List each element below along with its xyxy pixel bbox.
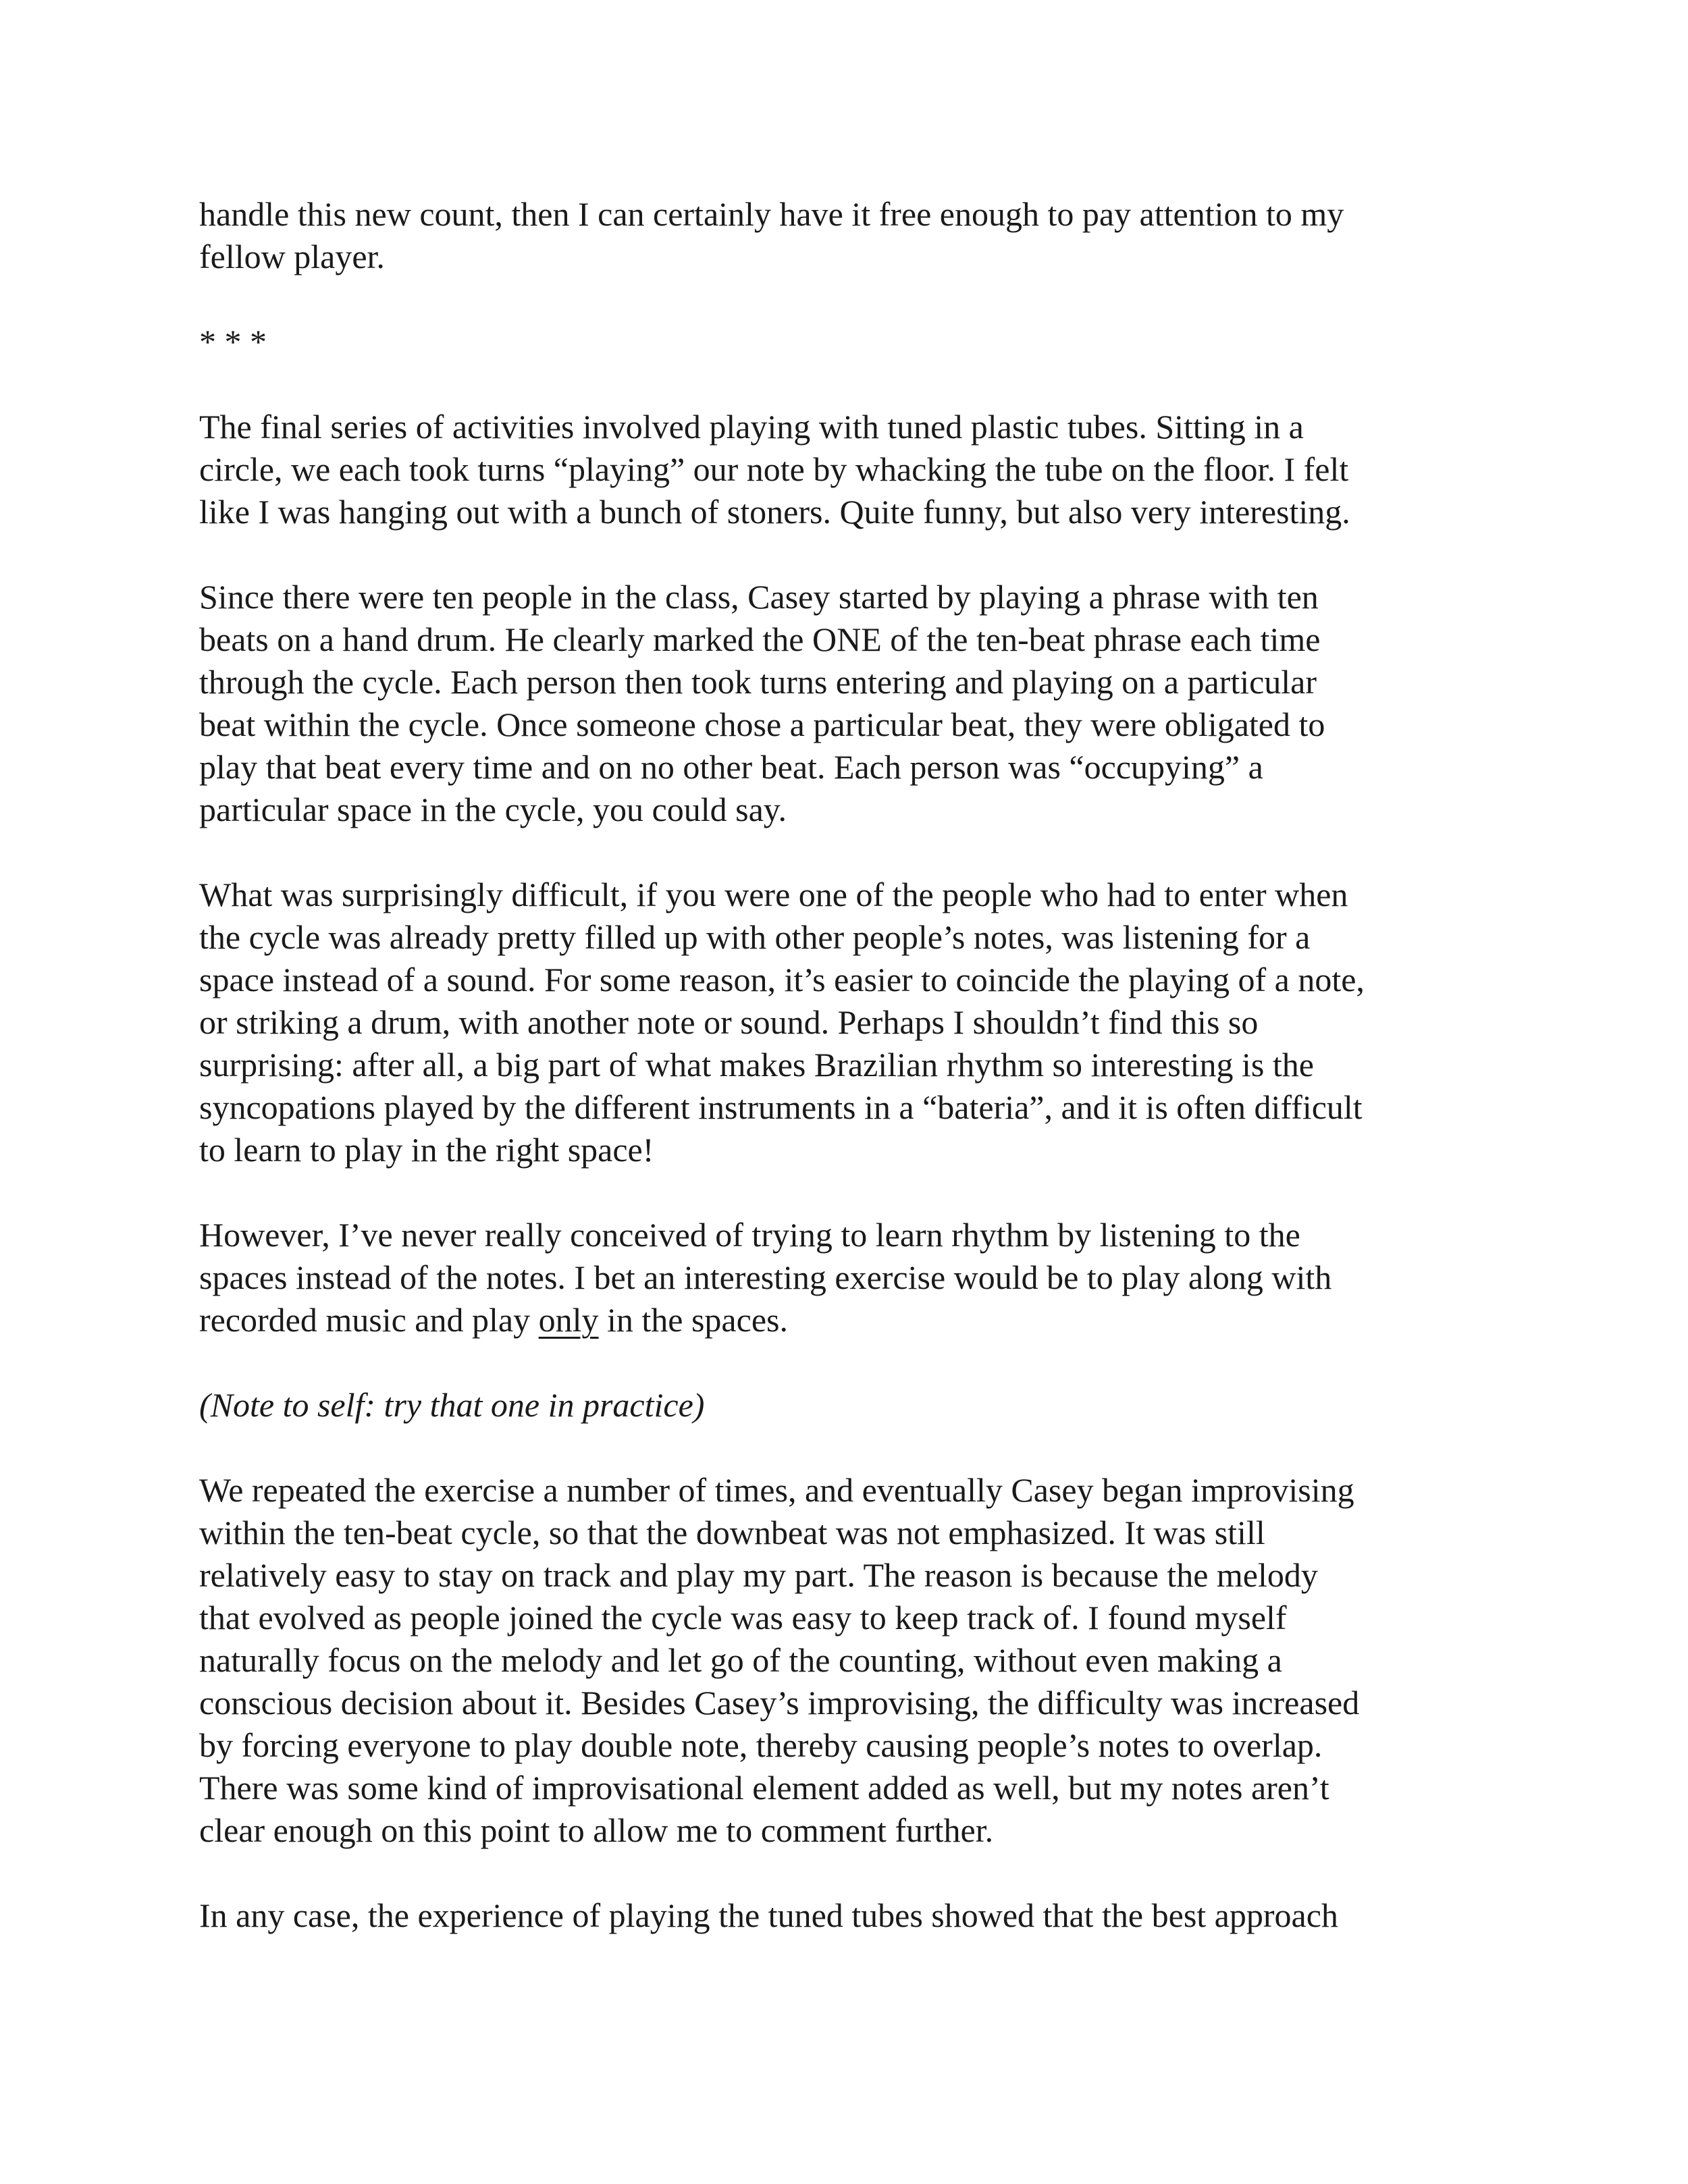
- text-line: conscious decision about it. Besides Casey’s improvising, the difficulty was increased: [199, 1684, 1360, 1722]
- text-line: like I was hanging out with a bunch of stoners. Quite funny, but also very interesting.: [199, 493, 1350, 531]
- text-line: within the ten-beat cycle, so that the downbeat was not emphasized. It was still: [199, 1514, 1265, 1551]
- paragraph-conclusion: [199, 1894, 1492, 1937]
- text-line: surprising: after all, a big part of what makes Brazilian rhythm so interesting is the: [199, 1046, 1314, 1084]
- text-line: the cycle was already pretty filled up with other people’s notes, was listening for a: [199, 918, 1311, 956]
- text-line: beats on a hand drum. He clearly marked the ONE of the ten-beat phrase each time: [199, 620, 1321, 658]
- text-line: [199, 1299, 1492, 1341]
- text-line: fellow player.: [199, 238, 385, 275]
- note-to-self: [199, 1384, 1492, 1427]
- text-line: particular space in the cycle, you could say.: [199, 791, 787, 828]
- text-segment: in the spaces.: [598, 1301, 788, 1339]
- italic-note: (Note to self: try that one in practice): [199, 1386, 705, 1424]
- text-line: In any case, the experience of playing the tuned tubes showed that the best approach: [199, 1896, 1338, 1934]
- text-line: There was some kind of improvisational element added as well, but my notes aren’t: [199, 1769, 1329, 1807]
- paragraph-listening-for-space: [199, 874, 1492, 1171]
- paragraph-ten-beat-cycle: [199, 576, 1492, 831]
- text-line: handle this new count, then I can certainly have it free enough to pay attention to my: [199, 195, 1344, 233]
- text-line: We repeated the exercise a number of times, and eventually Casey began improvising: [199, 1471, 1354, 1509]
- text-line: The final series of activities involved playing with tuned plastic tubes. Sitting in a: [199, 408, 1304, 446]
- paragraph-improvising: [199, 1469, 1492, 1852]
- text-line: circle, we each took turns “playing” our note by whacking the tube on the floor. I felt: [199, 450, 1349, 488]
- text-line: play that beat every time and on no other beat. Each person was “occupying” a: [199, 748, 1263, 786]
- section-separator: [199, 321, 1492, 363]
- text-line: space instead of a sound. For some reason, it’s easier to coincide the playing of a note,: [199, 961, 1365, 998]
- text-line: by forcing everyone to play double note, thereby causing people’s notes to overlap.: [199, 1726, 1323, 1764]
- text-line: spaces instead of the notes. I bet an interesting exercise would be to play along with: [199, 1258, 1332, 1296]
- paragraph-tuned-tubes: [199, 406, 1492, 533]
- paragraph-spaces-exercise: [199, 1214, 1492, 1341]
- underlined-word: only: [538, 1301, 599, 1339]
- text-segment: recorded music and play: [199, 1301, 539, 1339]
- text-line: clear enough on this point to allow me to comment further.: [199, 1811, 994, 1849]
- text-line: relatively easy to stay on track and play my part. The reason is because the melody: [199, 1556, 1318, 1594]
- text-line: or striking a drum, with another note or sound. Perhaps I shouldn’t find this so: [199, 1003, 1259, 1041]
- text-line: syncopations played by the different instruments in a “bateria”, and it is often difficult: [199, 1088, 1363, 1126]
- text-line: to learn to play in the right space!: [199, 1131, 654, 1169]
- text-line: beat within the cycle. Once someone chose a particular beat, they were obligated to: [199, 705, 1325, 743]
- text-line: through the cycle. Each person then took turns entering and playing on a particular: [199, 663, 1317, 701]
- separator-text: * * *: [199, 323, 267, 361]
- text-line: naturally focus on the melody and let go of the counting, without even making a: [199, 1641, 1282, 1679]
- text-line: Since there were ten people in the class, Casey started by playing a phrase with ten: [199, 578, 1319, 616]
- text-line: However, I’ve never really conceived of trying to learn rhythm by listening to the: [199, 1216, 1300, 1254]
- text-line: that evolved as people joined the cycle was easy to keep track of. I found myself: [199, 1599, 1287, 1636]
- paragraph-continuation: [199, 193, 1492, 278]
- text-line: What was surprisingly difficult, if you were one of the people who had to enter when: [199, 876, 1348, 913]
